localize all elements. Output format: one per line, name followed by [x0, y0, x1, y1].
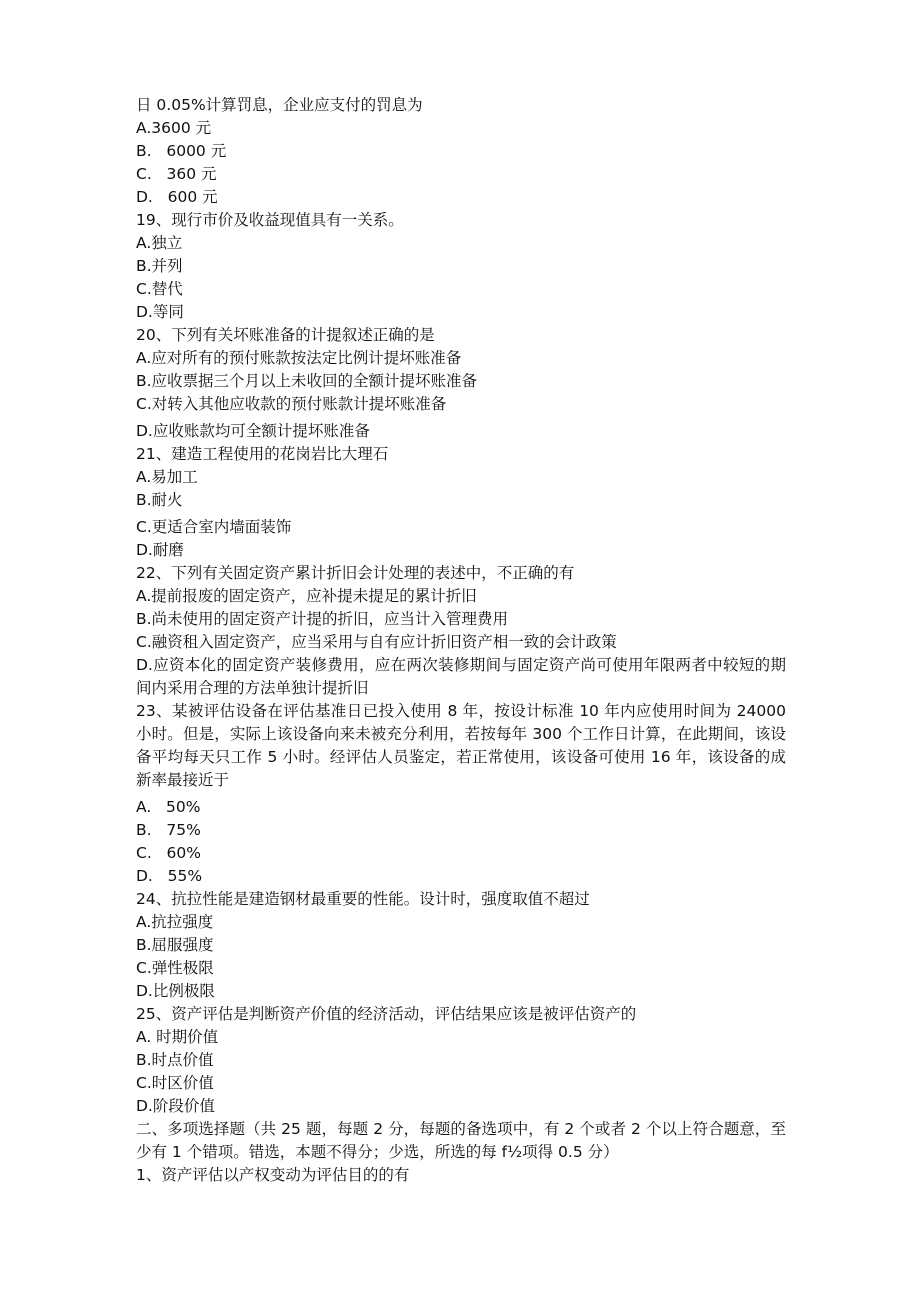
- q19-option-b: B.并列: [136, 257, 183, 275]
- q25-option-d: D.阶段价值: [136, 1097, 215, 1115]
- q24-option-d: D.比例极限: [136, 982, 215, 1000]
- q19-option-a: A.独立: [136, 234, 183, 252]
- q20-option-d: D.应收账款均可全额计提坏账准备: [136, 422, 370, 440]
- q23-option-c: C. 60%: [136, 844, 201, 862]
- question-23: 23、某被评估设备在评估基准日已投入使用 8 年，按设计标准 10 年内应使用时间为 24000 小时。但是，实际上该设备向来未被充分利用，若按每年 300 个工作日计算，在此期间，该设备平均每天只工作 5 小时。经评估人员鉴定，若正常使用，该设备可使用 16 年，该设备的成新率最接近于: [136, 702, 786, 789]
- q23-option-b: B. 75%: [136, 821, 201, 839]
- q20-option-c: C.对转入其他应收款的预付账款计提坏账准备: [136, 395, 447, 413]
- q21-option-c: C.更适合室内墙面装饰: [136, 518, 292, 536]
- q24-option-c: C.弹性极限: [136, 959, 214, 977]
- q18-option-d: D. 600 元: [136, 188, 218, 206]
- q20-option-a: A.应对所有的预付账款按法定比例计提坏账准备: [136, 349, 462, 367]
- q21-option-d: D.耐磨: [136, 541, 184, 559]
- q22-option-a: A.提前报废的固定资产，应补提未提足的累计折旧: [136, 587, 477, 605]
- q18-option-b: B. 6000 元: [136, 142, 227, 160]
- section-2-heading: 二、多项选择题（共 25 题，每题 2 分，每题的备选项中，有 2 个或者 2 个以上符合题意，至少有 1 个错项。错选，本题不得分；少选，所选的每 f½项得 0.5 分）: [136, 1120, 786, 1161]
- q23-option-a: A. 50%: [136, 798, 201, 816]
- q20-option-b: B.应收票据三个月以上未收回的全额计提坏账准备: [136, 372, 478, 390]
- q23-option-d: D. 55%: [136, 867, 203, 885]
- question-18-stem-tail: 日 0.05%计算罚息，企业应支付的罚息为: [136, 96, 423, 114]
- q22-option-c: C.融资租入固定资产，应当采用与自有应计折旧资产相一致的会计政策: [136, 633, 617, 651]
- q21-option-a: A.易加工: [136, 468, 198, 486]
- question-20: 20、下列有关坏账准备的计提叙述正确的是: [136, 326, 435, 344]
- q25-option-c: C.时区价值: [136, 1074, 214, 1092]
- document-page: [136, 94, 786, 1187]
- question-24: 24、抗拉性能是建造钢材最重要的性能。设计时，强度取值不超过: [136, 890, 590, 908]
- q19-option-c: C.替代: [136, 280, 183, 298]
- q22-option-d: D.应资本化的固定资产装修费用，应在两次装修期间与固定资产尚可使用年限两者中较短的期间内采用合理的方法单独计提折旧: [136, 656, 786, 697]
- question-25: 25、资产评估是判断资产价值的经济活动，评估结果应该是被评估资产的: [136, 1005, 637, 1023]
- q18-option-c: C. 360 元: [136, 165, 217, 183]
- multi-question-1: 1、资产评估以产权变动为评估目的的有: [136, 1166, 410, 1184]
- q22-option-b: B.尚未使用的固定资产计提的折旧，应当计入管理费用: [136, 610, 509, 628]
- q21-option-b: B.耐火: [136, 491, 183, 509]
- q24-option-b: B.屈服强度: [136, 936, 214, 954]
- question-21: 21、建造工程使用的花岗岩比大理石: [136, 445, 389, 463]
- question-22: 22、下列有关固定资产累计折旧会计处理的表述中，不正确的有: [136, 564, 575, 582]
- q25-option-b: B.时点价值: [136, 1051, 214, 1069]
- q18-option-a: A.3600 元: [136, 119, 212, 137]
- question-19: 19、现行市价及收益现值具有一关系。: [136, 211, 404, 229]
- q19-option-d: D.等同: [136, 303, 184, 321]
- q24-option-a: A.抗拉强度: [136, 913, 214, 931]
- q25-option-a: A. 时期价值: [136, 1028, 219, 1046]
